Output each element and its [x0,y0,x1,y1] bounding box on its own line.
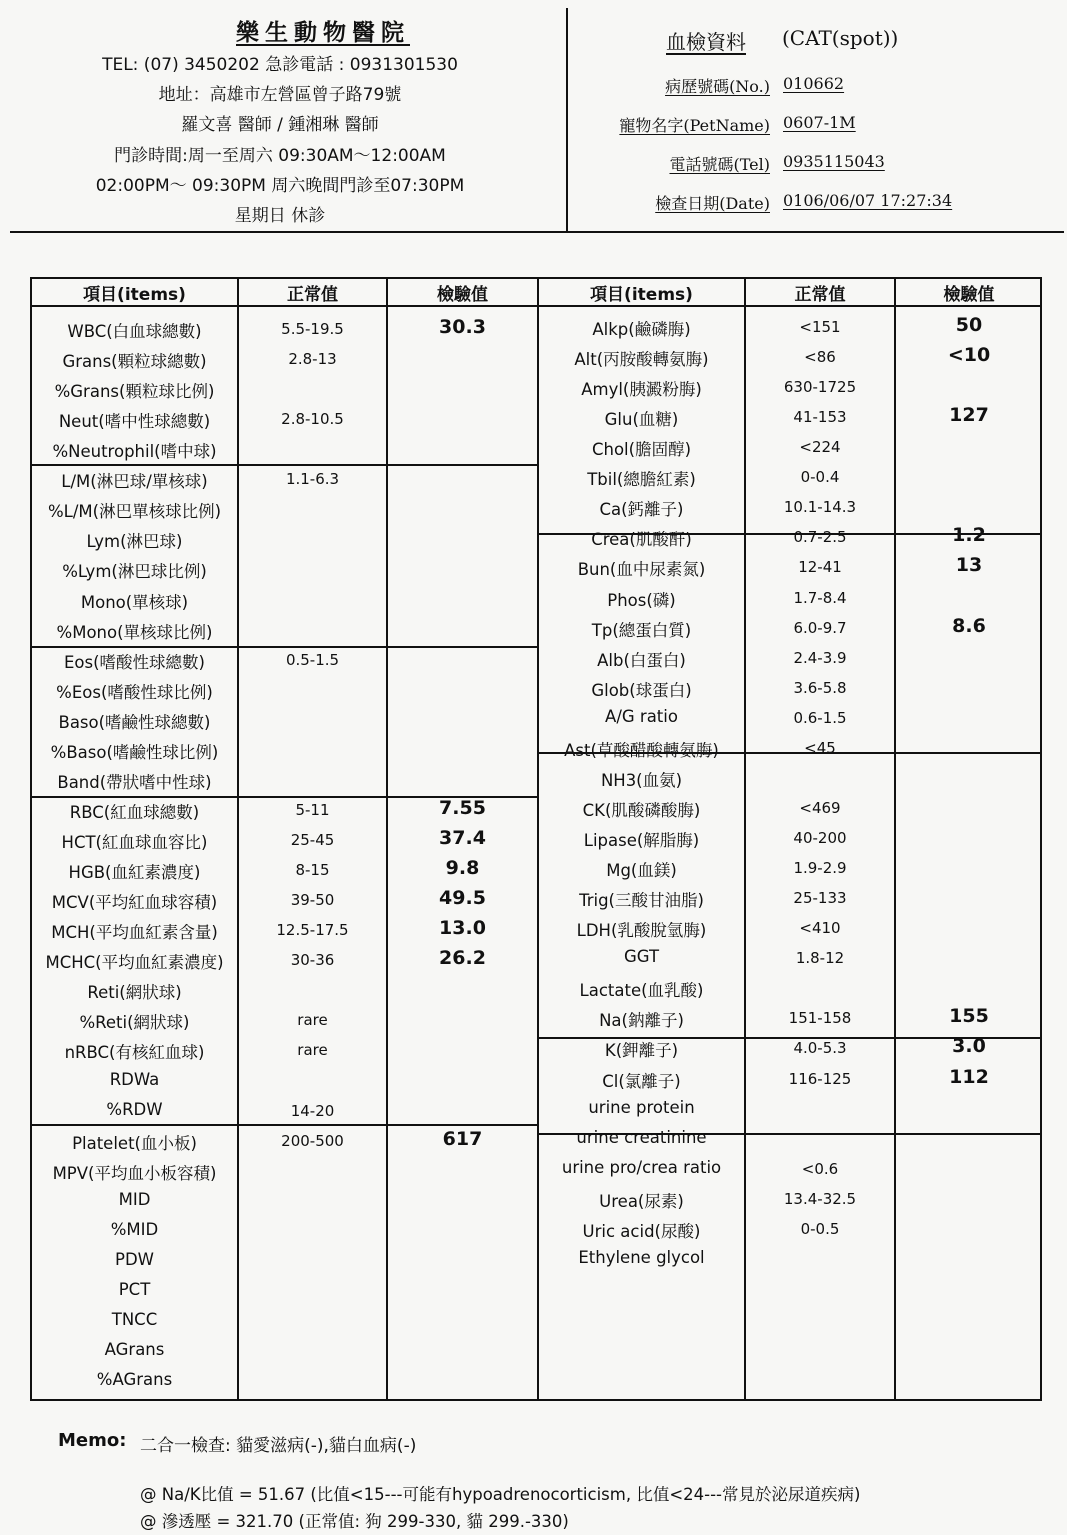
left-row-item-name: %L/M(淋巴單核球比例) [47,502,222,521]
left-row-item-name: Eos(嗜酸性球總數) [64,653,205,672]
left-row-normal-range: 25-45 [290,831,335,849]
right-row-normal-range: 630-1725 [783,378,857,396]
right-row-normal-range: 6.0-9.7 [793,619,847,637]
right-row-normal-range: <0.6 [801,1160,839,1178]
left-row-item-name: %Reti(網狀球) [79,1013,190,1032]
left-row-item-name: HGB(血紅素濃度) [68,863,201,882]
right-row-item-name: Lactate(血乳酸) [579,981,704,1000]
right-row-normal-range: 40-200 [793,829,847,847]
right-row-normal-range: 0.6-1.5 [793,709,847,727]
right-row-item-name: LDH(乳酸脫氫脢) [576,921,707,940]
right-row-normal-range: 41-153 [793,408,847,426]
header-bottom-rule [10,231,1064,233]
right-row-item-name: Tp(總蛋白質) [591,621,692,640]
right-row-item-name: Alkp(鹼磷脢) [592,320,691,339]
right-row-item-name: Alb(白蛋白) [597,651,686,670]
pet-name-value: 0607-1M [783,113,856,132]
left-row-item-name: Reti(網狀球) [87,983,182,1002]
right-row-normal-range: <86 [804,348,836,366]
right-row-normal-range: 12-41 [798,558,842,576]
left-row-normal-range: 14-20 [290,1102,335,1120]
left-row-normal-range: 5.5-19.5 [281,320,344,338]
left-row-test-value: 617 [442,1128,483,1150]
right-row-item-name: Glu(血糖) [604,410,679,429]
left-row-normal-range: 2.8-13 [288,350,337,368]
right-row-normal-range: 2.4-3.9 [793,649,847,667]
right-row-item-name: Ca(鈣離子) [599,500,684,519]
memo-label: Memo: [58,1430,127,1451]
right-row-test-value: 127 [949,404,989,426]
left-row-normal-range: 39-50 [290,891,335,909]
report-title: 血檢資料 [666,30,746,54]
right-row-item-name: CK(肌酸磷酸脢) [582,801,701,820]
left-row-item-name: RDWa [109,1070,160,1089]
header-divider [566,8,568,232]
left-row-normal-range: 30-36 [290,951,335,969]
left-row-item-name: %Eos(嗜酸性球比例) [56,683,213,702]
right-row-item-name: urine protein [588,1098,695,1117]
right-row-normal-range: <45 [804,739,836,757]
left-row-normal-range: rare [297,1041,328,1059]
left-row-test-value: 30.3 [439,316,486,338]
right-row-test-value: 155 [949,1005,989,1027]
left-row-item-name: Mono(單核球) [80,593,189,612]
left-row-normal-range: 2.8-10.5 [281,410,344,428]
right-row-item-name: Alt(丙胺酸轉氨脢) [574,350,709,369]
left-row-normal-range: 12.5-17.5 [276,921,349,939]
report-type: (CAT(spot)) [782,26,899,50]
left-row-item-name: RBC(紅血球總數) [69,803,200,822]
right-row-item-name: urine pro/crea ratio [561,1158,722,1177]
col-divider [894,277,896,1401]
right-row-test-value: <10 [947,344,991,366]
na-k-ratio-note: @ Na/K比值 = 51.67 (比值<15---可能有hypoadrenocorticism, 比值<24---常見於泌尿道疾病) [140,1485,861,1504]
right-row-item-name: Cl(氯離子) [602,1072,681,1091]
right-row-normal-range: <151 [799,318,841,336]
left-row-item-name: Lym(淋巴球) [86,532,183,551]
right-row-item-name: Tbil(總膽紅素) [587,470,696,489]
left-row-item-name: %Neutrophil(嗜中球) [52,442,217,461]
left-row-item-name: %Mono(單核球比例) [56,623,213,642]
left-row-item-name: MID [118,1190,151,1209]
right-row-item-name: Uric acid(尿酸) [582,1222,701,1241]
record-no-label: 病歷號碼(No.) [665,77,770,96]
right-row-item-name: Chol(膽固醇) [591,440,692,459]
group-rule [30,1124,538,1126]
right-row-test-value: 13 [955,554,983,576]
right-row-item-name: Na(鈉離子) [599,1011,684,1030]
right-row-item-name: GGT [623,947,660,966]
left-row-test-value: 7.55 [439,797,486,819]
group-rule [30,464,538,466]
left-row-item-name: %Lym(淋巴球比例) [62,562,207,581]
clinic-closed: 星期日 休診 [234,206,326,226]
left-row-item-name: MCV(平均紅血球容積) [51,893,218,912]
right-row-item-name: Trig(三酸甘油脂) [579,891,704,910]
right-row-item-name: Bun(血中尿素氮) [577,560,706,579]
right-row-normal-range: 1.9-2.9 [793,859,847,877]
left-row-normal-range: 0.5-1.5 [285,651,340,669]
clinic-address: 地址：高雄市左營區曾子路79號 [158,85,402,105]
header-value-left: 檢驗值 [437,285,488,305]
right-row-item-name: urine creatinine [576,1128,707,1147]
right-row-normal-range: 4.0-5.3 [793,1039,847,1057]
right-row-item-name: Amyl(胰澱粉脢) [581,380,702,399]
right-row-item-name: A/G ratio [605,707,678,726]
left-row-item-name: %Grans(顆粒球比例) [54,382,215,401]
left-row-item-name: Band(帶狀嗜中性球) [57,773,212,792]
record-no-value: 010662 [783,74,845,93]
left-row-item-name: Neut(嗜中性球總數) [58,412,211,431]
right-row-normal-range: 3.6-5.8 [793,679,847,697]
right-row-item-name: Ast(草酸醋酸轉氨脢) [564,741,719,760]
left-row-item-name: %AGrans [96,1370,173,1389]
memo-text: 二合一檢查: 貓愛滋病(-),貓白血病(-) [140,1436,417,1456]
left-row-normal-range: 5-11 [295,801,330,819]
right-row-item-name: NH3(血氨) [600,771,683,790]
header-normal-left: 正常值 [287,285,338,305]
right-row-item-name: Phos(磷) [607,591,676,610]
header-items-left: 項目(items) [83,285,186,305]
left-row-test-value: 13.0 [439,917,486,939]
left-row-item-name: MPV(平均血小板容積) [52,1164,217,1183]
right-row-test-value: 112 [949,1066,989,1088]
header-row-rule [30,305,1042,307]
left-row-normal-range: 8-15 [295,861,330,879]
date-value: 0106/06/07 17:27:34 [783,191,953,210]
left-row-item-name: %MID [110,1220,159,1239]
left-row-item-name: Baso(嗜鹼性球總數) [58,713,211,732]
right-row-normal-range: 25-133 [793,889,847,907]
left-row-item-name: L/M(淋巴球/單核球) [61,472,208,491]
group-rule [30,646,538,648]
right-row-item-name: Lipase(解脂脢) [583,831,700,850]
date-label: 檢查日期(Date) [655,194,770,213]
header-value-right: 檢驗值 [943,285,995,305]
left-row-item-name: PDW [115,1250,154,1269]
clinic-doctors: 羅文喜 醫師 / 鍾湘琳 醫師 [181,115,379,135]
right-row-normal-range: 116-125 [788,1070,852,1088]
left-row-item-name: %RDW [106,1100,163,1119]
right-row-normal-range: <469 [799,799,841,817]
right-row-normal-range: 151-158 [788,1009,852,1027]
left-row-test-value: 26.2 [439,947,486,969]
right-row-normal-range: 0.7-2.5 [793,528,847,546]
right-row-item-name: Urea(尿素) [599,1192,684,1211]
right-row-test-value: 8.6 [952,615,986,637]
left-row-item-name: Platelet(血小板) [72,1134,197,1153]
osmolality-note: @ 滲透壓 = 321.70 (正常值: 狗 299-330, 貓 299.-330) [140,1512,569,1531]
left-row-item-name: Grans(顆粒球總數) [62,352,207,371]
left-row-normal-range: 200-500 [281,1132,344,1150]
right-row-normal-range: 13.4-32.5 [783,1190,857,1208]
left-row-normal-range: rare [297,1011,328,1029]
right-row-item-name: Ethylene glycol [578,1248,705,1267]
tel-label: 電話號碼(Tel) [669,155,770,174]
clinic-hours-1: 門診時間:周一至周六 09:30AM～12:00AM [114,146,446,166]
left-row-item-name: HCT(紅血球血容比) [61,833,208,852]
pet-name-label: 寵物名字(PetName) [619,116,770,135]
right-row-item-name: Crea(肌酸酐) [591,530,692,549]
left-row-test-value: 9.8 [445,857,480,879]
right-row-normal-range: 10.1-14.3 [783,498,857,516]
right-row-test-value: 3.0 [952,1035,986,1057]
left-row-item-name: AGrans [104,1340,165,1359]
left-row-test-value: 37.4 [439,827,486,849]
left-row-item-name: PCT [118,1280,151,1299]
right-row-item-name: Glob(球蛋白) [591,681,692,700]
right-row-item-name: Mg(血鎂) [606,861,677,880]
left-row-item-name: MCH(平均血紅素含量) [51,923,218,942]
right-row-item-name: K(鉀離子) [604,1041,679,1060]
right-row-test-value: 50 [955,314,983,336]
clinic-phone: TEL: (07) 3450202 急診電話 : 0931301530 [102,55,458,75]
tel-value: 0935115043 [783,152,885,171]
left-row-item-name: TNCC [111,1310,158,1329]
right-row-normal-range: 1.7-8.4 [793,589,847,607]
clinic-name: 樂生動物醫院 [236,19,410,46]
right-row-normal-range: 0-0.4 [800,468,840,486]
right-row-normal-range: 0-0.5 [800,1220,840,1238]
clinic-hours-2: 02:00PM～ 09:30PM 周六晚間門診至07:30PM [95,176,465,196]
header-items-right: 項目(items) [590,285,693,305]
left-row-item-name: MCHC(平均血紅素濃度) [45,953,224,972]
right-row-test-value: 1.2 [952,524,986,546]
header-normal-right: 正常值 [794,285,846,305]
left-row-test-value: 49.5 [439,887,486,909]
right-row-normal-range: <410 [799,919,841,937]
right-row-normal-range: <224 [799,438,841,456]
left-row-item-name: WBC(白血球總數) [67,322,202,341]
left-row-item-name: nRBC(有核紅血球) [64,1043,205,1062]
left-row-normal-range: 1.1-6.3 [285,470,340,488]
right-row-normal-range: 1.8-12 [795,949,845,967]
left-row-item-name: %Baso(嗜鹼性球比例) [50,743,219,762]
